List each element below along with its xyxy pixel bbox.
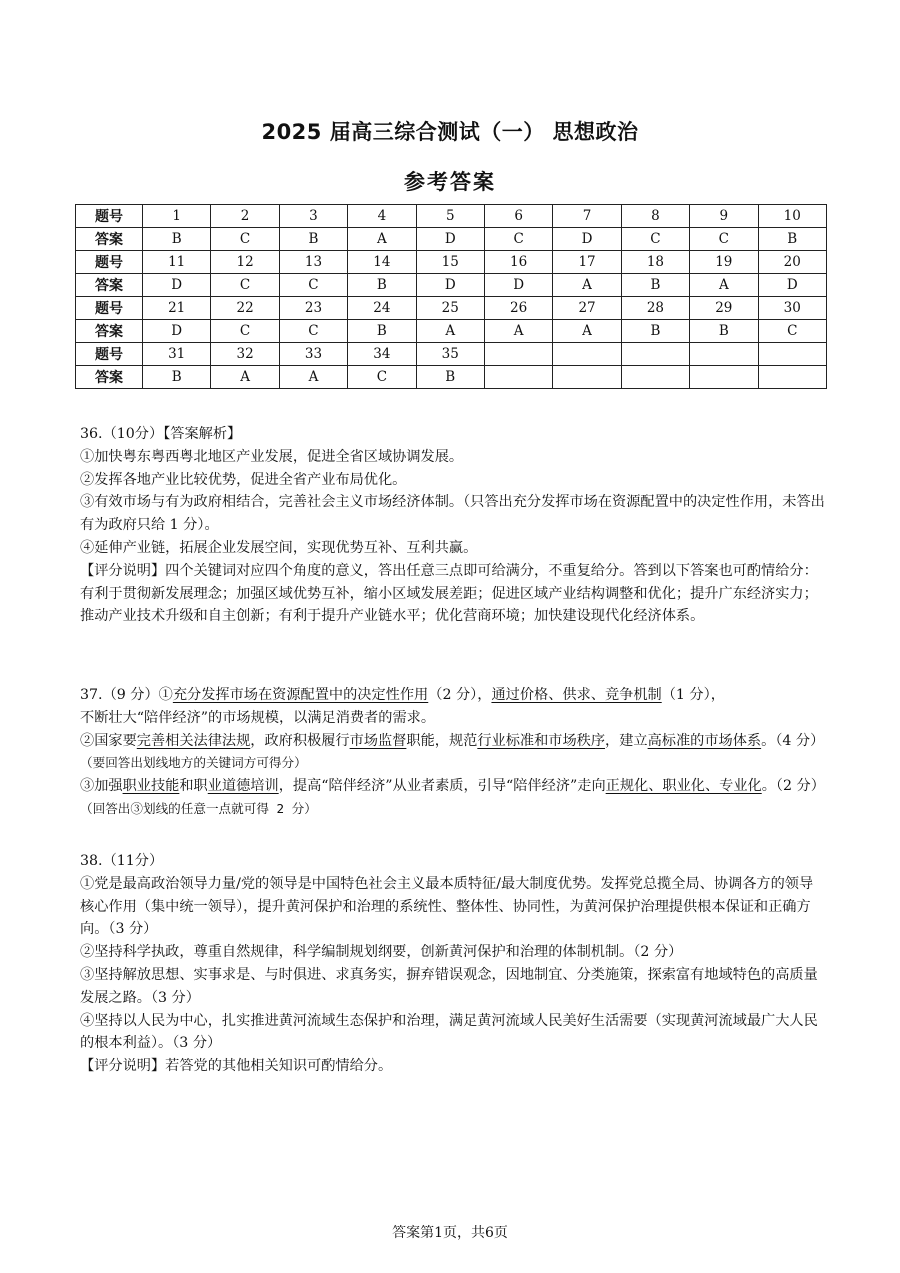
text-span: ，政府积极履行: [250, 732, 350, 749]
answer-cell: A: [416, 320, 484, 343]
answer-cell: [621, 366, 689, 389]
question-number-cell: 9: [690, 205, 758, 228]
question-number-cell: 31: [143, 343, 211, 366]
text-span: （1 分），: [661, 687, 725, 703]
question-number-cell: 17: [553, 251, 621, 274]
q38-header: 38.（11分）: [80, 853, 164, 869]
q37-point-1: [80, 684, 825, 707]
question-number-cell: 22: [211, 297, 279, 320]
q38-point-1: ①党是最高政治领导力量/党的领导是中国特色社会主义最本质特征/最大制度优势。发挥党总揽全局、协调各方的领导核心作用（集中统一领导），提升黄河保护和治理的系统性、整体性、协同性，为黄河保护治理提供根本保证和正确方向。（3 分）: [80, 875, 814, 938]
question-number-cell: 21: [143, 297, 211, 320]
keyword-underline: 行业标准和市场秩序: [477, 732, 606, 749]
answer-cell: [484, 366, 552, 389]
text-span: 和职: [179, 778, 208, 795]
question-number-cell: 12: [211, 251, 279, 274]
question-number-cell: 35: [416, 343, 484, 366]
q38-point-2: ②坚持科学执政，尊重自然规律，科学编制规划纲要，创新黄河保护和治理的体制机制。（2 分）: [80, 944, 683, 961]
question-number-cell: 15: [416, 251, 484, 274]
answer-cell: C: [758, 320, 826, 343]
text-span: ③加强: [80, 778, 123, 795]
question-number-cell: 8: [621, 205, 689, 228]
document-title: 2025 届高三综合测试（一） 思想政治: [261, 120, 639, 144]
answer-cell: [690, 366, 758, 389]
question-number-row-label: 题号: [76, 251, 143, 274]
answer-cell: B: [279, 228, 347, 251]
question-number-cell: 10: [758, 205, 826, 228]
q38-scoring-note: 【评分说明】若答党的其他相关知识可酌情给分。: [80, 1058, 393, 1075]
q37-point-1-cont: 不断壮大“陪伴经济”的市场规模，以满足消费者的需求。: [80, 709, 436, 726]
question-number-cell: 19: [690, 251, 758, 274]
answer-row-label: 答案: [76, 274, 143, 297]
question-number-cell: 30: [758, 297, 826, 320]
answer-cell: A: [690, 274, 758, 297]
answer-cell: B: [621, 320, 689, 343]
answer-cell: B: [621, 274, 689, 297]
question-number-cell: 26: [484, 297, 552, 320]
answer-cell: A: [553, 274, 621, 297]
question-number-cell: 34: [348, 343, 416, 366]
question-number-cell: 28: [621, 297, 689, 320]
question-number-cell: 6: [484, 205, 552, 228]
question-number-cell: 18: [621, 251, 689, 274]
question-number-cell: 3: [279, 205, 347, 228]
q37-scoring-note: （回答出③划线的任意一点就可得 2 分）: [80, 800, 317, 816]
answer-cell: C: [211, 320, 279, 343]
question-number-cell: 20: [758, 251, 826, 274]
answer-cell: C: [211, 274, 279, 297]
question-number-row-label: 题号: [76, 297, 143, 320]
q38-point-4: ④坚持以人民为中心，扎实推进黄河流域生态保护和治理，满足黄河流域人民美好生活需要（实现黄河流域最广大人民的根本利益）。（3 分）: [80, 1012, 818, 1052]
answer-cell: B: [143, 228, 211, 251]
q36-scoring-note: 【评分说明】四个关键词对应四个角度的意义，答出任意三点即可给满分，不重复给分。答到以下答案也可酌情给分：有利于贯彻新发展理念；加强区域优势互补，缩小区域发展差距；促进区域产业结构调整和优化；提升广东经济实力；推动产业技术升级和自主创新；有利于提升产业链水平；优化营商环境；加快建设现代化经济体系。: [80, 562, 818, 625]
answer-cell: D: [416, 228, 484, 251]
answer-cell: A: [484, 320, 552, 343]
answer-cell: D: [553, 228, 621, 251]
answer-row: [76, 274, 827, 297]
keyword-underline: 完善相关法律法规: [136, 732, 251, 749]
answer-row-label: 答案: [76, 320, 143, 343]
answer-cell: B: [690, 320, 758, 343]
text-span: 。（4 分）: [761, 732, 825, 749]
answer-cell: C: [484, 228, 552, 251]
question-number-cell: [690, 343, 758, 366]
answer-cell: B: [758, 228, 826, 251]
q36-header: 36.（10分）【答案解析】: [80, 426, 242, 442]
answer-cell: D: [484, 274, 552, 297]
question-number-cell: [758, 343, 826, 366]
question-number-row: [76, 205, 827, 228]
question-number-cell: 5: [416, 205, 484, 228]
answer-cell: [553, 366, 621, 389]
q37-point-2: [80, 730, 825, 776]
question-36-section: [80, 423, 825, 628]
page-footer: 答案第1页，共6页: [392, 1225, 508, 1241]
text-span: ，提高“陪伴经济”从业者素质，引导“陪伴经济”走向: [278, 778, 606, 795]
answer-cell: C: [211, 228, 279, 251]
answer-cell: B: [416, 366, 484, 389]
answer-row-label: 答案: [76, 228, 143, 251]
answer-table: [75, 204, 827, 389]
answer-cell: [758, 366, 826, 389]
question-number-cell: [553, 343, 621, 366]
question-number-cell: 7: [553, 205, 621, 228]
question-number-cell: 33: [279, 343, 347, 366]
question-number-row-label: 题号: [76, 205, 143, 228]
keyword-underline: 市场监督: [349, 732, 407, 749]
question-number-cell: 29: [690, 297, 758, 320]
question-number-cell: [621, 343, 689, 366]
q38-point-3: ③坚持解放思想、实事求是、与时俱进、求真务实，摒弃错误观念，因地制宜、分类施策，探索富有地域特色的高质量发展之路。（3 分）: [80, 966, 818, 1006]
question-number-cell: 23: [279, 297, 347, 320]
question-38-section: [80, 850, 825, 1078]
answer-cell: C: [279, 320, 347, 343]
question-number-row: [76, 343, 827, 366]
text-span: 职能，规范: [406, 732, 478, 749]
question-37-section: [80, 684, 825, 821]
question-number-cell: 2: [211, 205, 279, 228]
answer-cell: C: [348, 366, 416, 389]
q37-header: 37.（9 分）①: [80, 687, 173, 703]
question-number-cell: 16: [484, 251, 552, 274]
question-number-cell: 25: [416, 297, 484, 320]
answer-cell: A: [348, 228, 416, 251]
answer-cell: B: [348, 274, 416, 297]
q37-point-3: [80, 775, 825, 821]
question-number-cell: 14: [348, 251, 416, 274]
keyword-underline: 职业技能: [122, 778, 180, 795]
answer-cell: D: [758, 274, 826, 297]
question-number-cell: 1: [143, 205, 211, 228]
answer-cell: D: [143, 320, 211, 343]
answer-row: [76, 366, 827, 389]
q36-point-4: ④延伸产业链，拓展企业发展空间，实现优势互补、互利共赢。: [80, 539, 478, 556]
answer-cell: D: [416, 274, 484, 297]
question-number-cell: 32: [211, 343, 279, 366]
text-span: 。（2 分）: [761, 778, 825, 795]
question-number-cell: 13: [279, 251, 347, 274]
answer-cell: A: [279, 366, 347, 389]
keyword-underline: 通过价格、供求、竞争机制: [491, 687, 662, 703]
question-number-cell: 27: [553, 297, 621, 320]
text-span: ②国家要: [80, 732, 137, 749]
answer-cell: C: [621, 228, 689, 251]
text-span: ，建立: [605, 732, 648, 749]
answer-cell: C: [279, 274, 347, 297]
question-number-row: [76, 297, 827, 320]
question-number-row: [76, 251, 827, 274]
answer-row: [76, 228, 827, 251]
question-number-row-label: 题号: [76, 343, 143, 366]
keyword-underline: 高标准的市场体系: [647, 732, 762, 749]
question-number-cell: 11: [143, 251, 211, 274]
question-number-cell: 24: [348, 297, 416, 320]
answer-cell: B: [348, 320, 416, 343]
q37-scoring-note: （要回答出划线地方的关键词方可得分）: [80, 755, 307, 771]
answer-cell: B: [143, 366, 211, 389]
q36-point-3: ③有效市场与有为政府相结合，完善社会主义市场经济体制。（只答出充分发挥市场在资源配置中的决定性作用，未答出有为政府只给 1 分）。: [80, 494, 825, 534]
q36-point-2: ②发挥各地产业比较优势，促进全省产业布局优化。: [80, 471, 407, 488]
answer-cell: C: [690, 228, 758, 251]
answer-row-label: 答案: [76, 366, 143, 389]
answer-cell: D: [143, 274, 211, 297]
answer-cell: A: [553, 320, 621, 343]
q36-point-1: ①加快粤东粤西粤北地区产业发展，促进全省区域协调发展。: [80, 448, 464, 465]
answer-row: [76, 320, 827, 343]
answer-cell: A: [211, 366, 279, 389]
document-subtitle: 参考答案: [404, 170, 496, 194]
keyword-underline: 正规化、职业化、专业化: [605, 778, 762, 795]
text-span: （2 分），: [428, 687, 492, 703]
keyword-underline: 充分发挥市场在资源配置中的决定性作用: [172, 687, 429, 703]
keyword-underline: 业道德培训: [207, 778, 279, 795]
question-number-cell: 4: [348, 205, 416, 228]
question-number-cell: [484, 343, 552, 366]
